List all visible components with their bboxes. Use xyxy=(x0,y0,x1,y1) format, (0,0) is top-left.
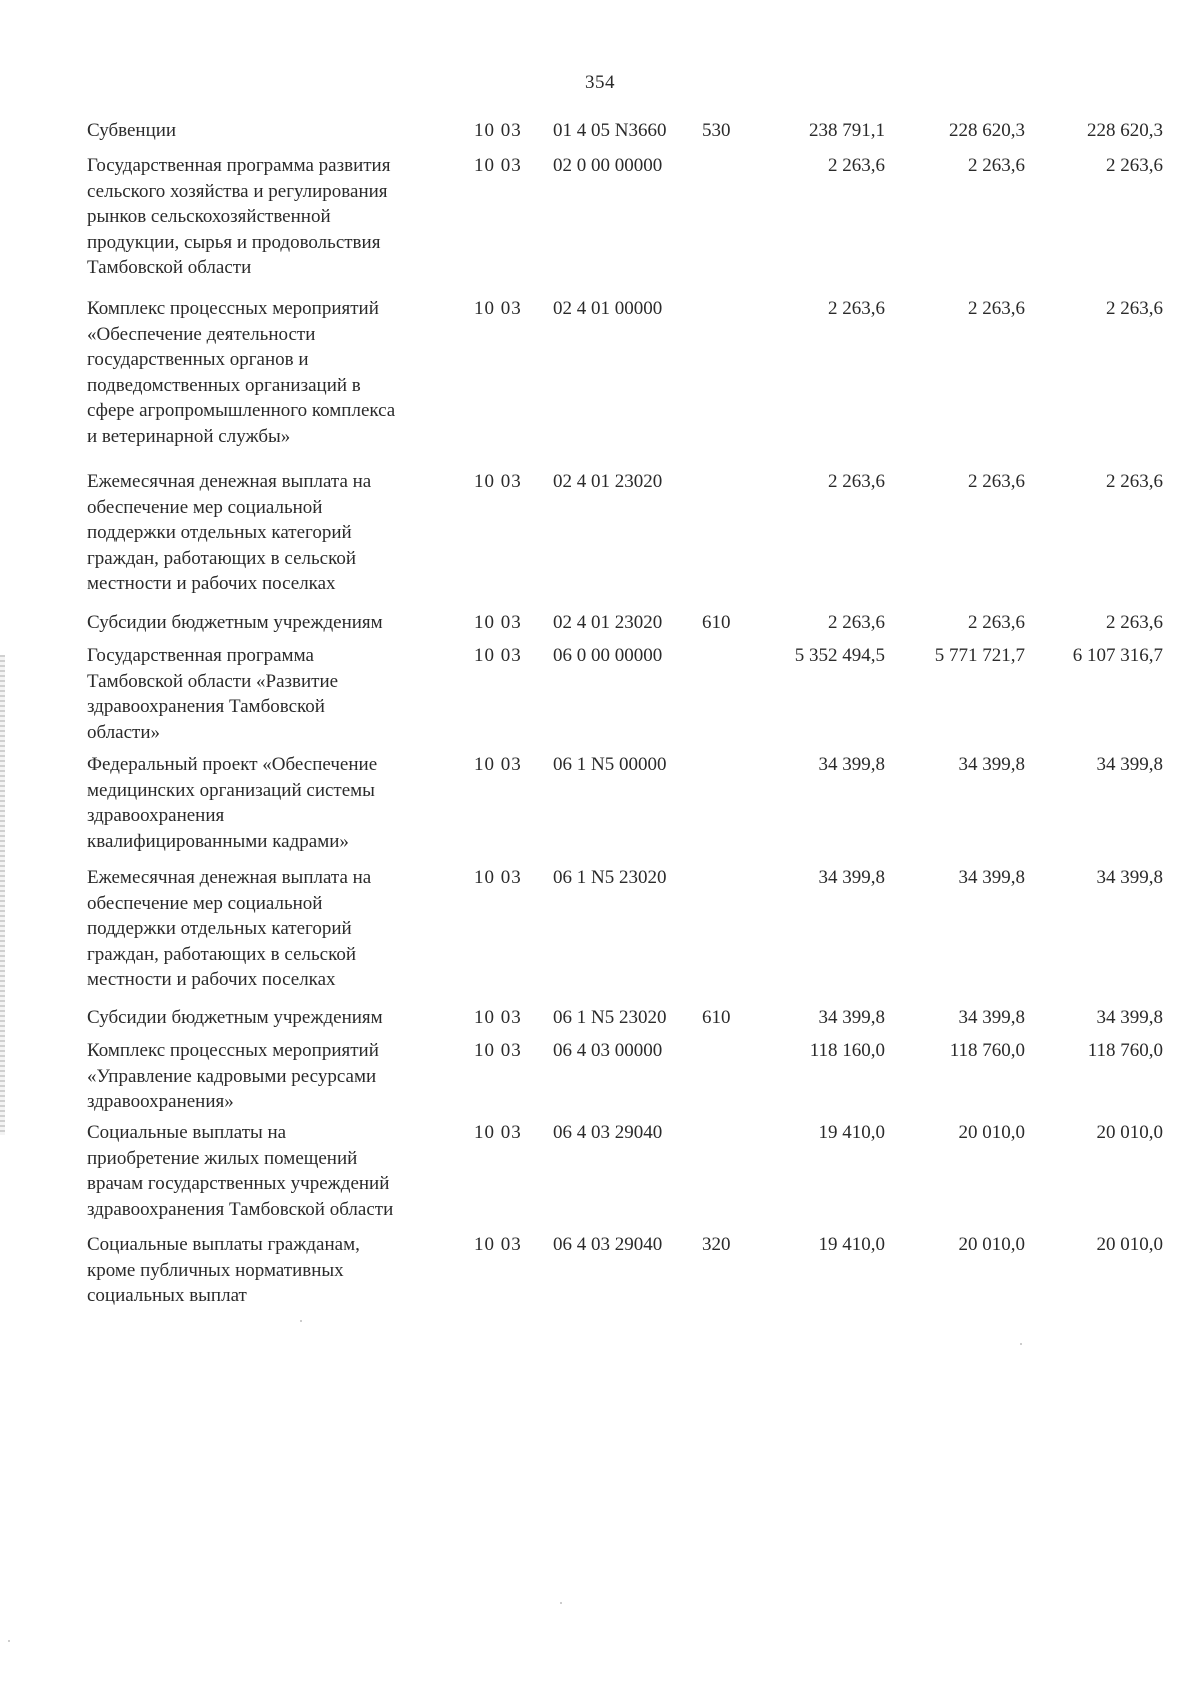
row-name xyxy=(87,1232,462,1309)
row-name-line: обеспечение мер социальной xyxy=(87,496,323,518)
amount-year-3: 20 010,0 xyxy=(1096,1122,1163,1143)
row-name xyxy=(87,1005,462,1031)
scan-speck xyxy=(560,1602,562,1604)
row-name-line: Тамбовской области «Развитие xyxy=(87,670,339,692)
expense-type-code: 610 xyxy=(702,1007,731,1028)
row-name-line: социальных выплат xyxy=(87,1285,247,1306)
scan-speck xyxy=(1020,1343,1022,1345)
amount-year-3: 20 010,0 xyxy=(1096,1234,1163,1255)
section-code: 10 03 xyxy=(474,298,522,319)
row-name xyxy=(87,610,462,636)
row-name-line: Субсидии бюджетным учреждениям xyxy=(87,1007,383,1028)
row-name xyxy=(87,1038,462,1115)
section-code: 10 03 xyxy=(474,120,522,141)
row-name-line: медицинских организаций системы xyxy=(87,779,375,801)
target-article-code: 06 0 00 00000 xyxy=(553,645,663,666)
row-name-line: рынков сельскохозяйственной xyxy=(87,206,331,227)
row-name-line: продукции, сырья и продовольствия xyxy=(87,231,381,253)
section-code: 10 03 xyxy=(474,754,522,775)
row-name-line: области» xyxy=(87,721,161,743)
scan-speck xyxy=(8,1640,10,1642)
amount-year-1: 118 160,0 xyxy=(809,1040,885,1061)
row-name xyxy=(87,1120,462,1222)
expense-type-code: 320 xyxy=(702,1234,731,1255)
target-article-code: 06 4 03 29040 xyxy=(553,1122,663,1143)
row-name-line: местности и рабочих поселках xyxy=(87,969,336,990)
row-name xyxy=(87,469,462,597)
amount-year-1: 2 263,6 xyxy=(828,155,885,176)
row-name-line: граждан, работающих в сельской xyxy=(87,943,357,965)
section-code: 10 03 xyxy=(474,155,522,176)
amount-year-1: 19 410,0 xyxy=(818,1234,885,1255)
row-name-line: квалифицированными кадрами» xyxy=(87,830,349,852)
row-name-line: и ветеринарной службы» xyxy=(87,425,291,447)
amount-year-2: 34 399,8 xyxy=(958,1007,1025,1028)
amount-year-2: 20 010,0 xyxy=(958,1122,1025,1143)
row-name-line: местности и рабочих поселках xyxy=(87,573,336,594)
amount-year-2: 2 263,6 xyxy=(968,612,1025,633)
scan-speck xyxy=(300,1320,302,1322)
amount-year-2: 5 771 721,7 xyxy=(934,645,1025,666)
page-number: 354 xyxy=(585,72,615,93)
row-name-line: Федеральный проект «Обеспечение xyxy=(87,754,378,775)
row-name-line: «Обеспечение деятельности xyxy=(87,323,316,345)
target-article-code: 02 4 01 00000 xyxy=(553,298,663,319)
target-article-code: 02 4 01 23020 xyxy=(553,612,663,633)
amount-year-1: 5 352 494,5 xyxy=(794,645,885,666)
amount-year-2: 2 263,6 xyxy=(968,298,1025,319)
row-name-line: поддержки отдельных категорий xyxy=(87,918,352,939)
amount-year-2: 228 620,3 xyxy=(949,120,1025,141)
scan-edge-artifact xyxy=(0,655,5,1135)
row-name-line: Комплекс процессных мероприятий xyxy=(87,298,379,319)
amount-year-2: 2 263,6 xyxy=(968,471,1025,492)
row-name-line: «Управление кадровыми ресурсами xyxy=(87,1065,377,1087)
row-name xyxy=(87,118,462,144)
row-name-line: Субсидии бюджетным учреждениям xyxy=(87,612,383,633)
amount-year-2: 34 399,8 xyxy=(958,867,1025,888)
amount-year-1: 238 791,1 xyxy=(809,120,885,141)
amount-year-2: 118 760,0 xyxy=(949,1040,1025,1061)
amount-year-1: 2 263,6 xyxy=(828,471,885,492)
row-name xyxy=(87,153,462,281)
row-name-line: здравоохранения xyxy=(87,805,225,826)
amount-year-3: 34 399,8 xyxy=(1096,1007,1163,1028)
amount-year-2: 20 010,0 xyxy=(958,1234,1025,1255)
row-name-line: поддержки отдельных категорий xyxy=(87,522,352,543)
row-name-line: Социальные выплаты на xyxy=(87,1122,287,1143)
row-name-line: Социальные выплаты гражданам, xyxy=(87,1234,360,1255)
row-name-line: Тамбовской области xyxy=(87,257,252,278)
target-article-code: 02 4 01 23020 xyxy=(553,471,663,492)
row-name-line: сфере агропромышленного комплекса xyxy=(87,400,396,421)
target-article-code: 06 4 03 29040 xyxy=(553,1234,663,1255)
row-name xyxy=(87,296,462,449)
section-code: 10 03 xyxy=(474,1122,522,1143)
amount-year-1: 34 399,8 xyxy=(818,754,885,775)
target-article-code: 01 4 05 N3660 xyxy=(553,120,667,141)
section-code: 10 03 xyxy=(474,612,522,633)
section-code: 10 03 xyxy=(474,1007,522,1028)
row-name-line: Ежемесячная денежная выплата на xyxy=(87,867,372,888)
amount-year-1: 19 410,0 xyxy=(818,1122,885,1143)
row-name-line: подведомственных организаций в xyxy=(87,374,361,396)
row-name-line: сельского хозяйства и регулирования xyxy=(87,180,388,202)
amount-year-3: 228 620,3 xyxy=(1087,120,1163,141)
row-name-line: здравоохранения Тамбовской xyxy=(87,696,325,717)
row-name-line: здравоохранения Тамбовской области xyxy=(87,1198,394,1220)
expense-type-code: 610 xyxy=(702,612,731,633)
row-name-line: Государственная программа развития xyxy=(87,155,391,176)
row-name-line: врачам государственных учреждений xyxy=(87,1173,390,1194)
amount-year-3: 6 107 316,7 xyxy=(1072,645,1163,666)
row-name-line: приобретение жилых помещений xyxy=(87,1147,358,1169)
target-article-code: 06 1 N5 23020 xyxy=(553,1007,667,1028)
row-name-line: кроме публичных нормативных xyxy=(87,1259,344,1281)
row-name-line: Ежемесячная денежная выплата на xyxy=(87,471,372,492)
row-name-line: Субвенции xyxy=(87,120,177,141)
amount-year-1: 2 263,6 xyxy=(828,612,885,633)
amount-year-3: 34 399,8 xyxy=(1096,754,1163,775)
row-name xyxy=(87,865,462,993)
row-name-line: граждан, работающих в сельской xyxy=(87,547,357,569)
target-article-code: 02 0 00 00000 xyxy=(553,155,663,176)
row-name-line: обеспечение мер социальной xyxy=(87,892,323,914)
row-name-line: государственных органов и xyxy=(87,349,309,370)
row-name-line: здравоохранения» xyxy=(87,1091,234,1112)
amount-year-2: 2 263,6 xyxy=(968,155,1025,176)
amount-year-1: 34 399,8 xyxy=(818,1007,885,1028)
target-article-code: 06 1 N5 23020 xyxy=(553,867,667,888)
amount-year-3: 34 399,8 xyxy=(1096,867,1163,888)
amount-year-1: 34 399,8 xyxy=(818,867,885,888)
row-name-line: Государственная программа xyxy=(87,645,314,666)
row-name xyxy=(87,752,462,854)
amount-year-3: 2 263,6 xyxy=(1106,298,1163,319)
section-code: 10 03 xyxy=(474,645,522,666)
amount-year-3: 2 263,6 xyxy=(1106,471,1163,492)
section-code: 10 03 xyxy=(474,471,522,492)
amount-year-3: 2 263,6 xyxy=(1106,155,1163,176)
amount-year-2: 34 399,8 xyxy=(958,754,1025,775)
amount-year-3: 118 760,0 xyxy=(1087,1040,1163,1061)
row-name-line: Комплекс процессных мероприятий xyxy=(87,1040,379,1061)
amount-year-3: 2 263,6 xyxy=(1106,612,1163,633)
section-code: 10 03 xyxy=(474,1234,522,1255)
row-name xyxy=(87,643,462,745)
target-article-code: 06 4 03 00000 xyxy=(553,1040,663,1061)
target-article-code: 06 1 N5 00000 xyxy=(553,754,667,775)
amount-year-1: 2 263,6 xyxy=(828,298,885,319)
section-code: 10 03 xyxy=(474,1040,522,1061)
section-code: 10 03 xyxy=(474,867,522,888)
expense-type-code: 530 xyxy=(702,120,731,141)
